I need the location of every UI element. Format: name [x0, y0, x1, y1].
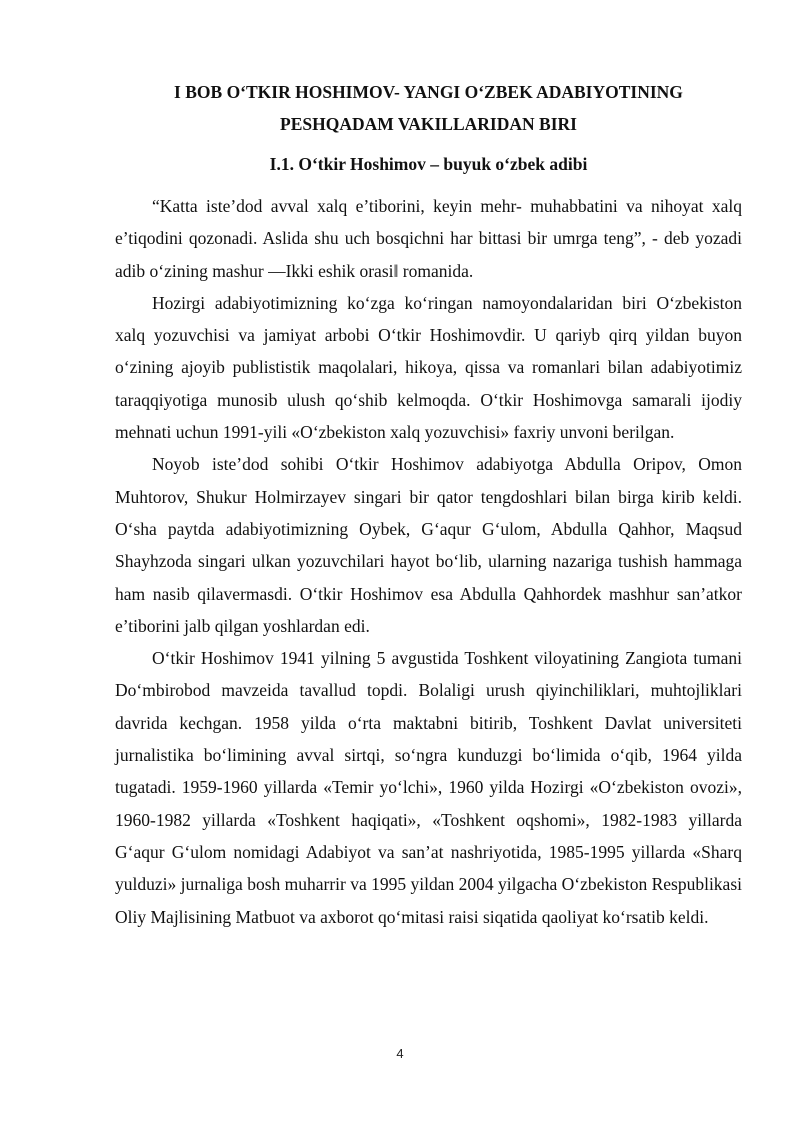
paragraph-2: Hozirgi adabiyotimizning ko‘zga ko‘ringan namoyondalaridan biri O‘zbekiston xalq yozuvchisi va jamiyat arbobi O‘tkir Hoshimovdir. U qariyb qirq yildan buyon o‘zining ajoyib publististik maqolalari, hikoya, qissa va romanlari bilan adabiyotimiz taraqqiyotiga munosib ulush qo‘shib kelmoqda. O‘tkir Hoshimovga samarali ijodiy mehnati uchun 1991-yili «O‘zbekiston xalq yozuvchisi» faxriy unvoni berilgan. — [115, 292, 742, 443]
paragraph-3: Noyob iste’dod sohibi O‘tkir Hoshimov adabiyotga Abdulla Oripov, Omon Muhtorov, Shukur Holmirzayev singari bir qator tengdoshlari bilan birga kirib keldi. O‘sha paytda adabiyotimizning Oybek, G‘aqur G‘ulom, Abdulla Qahhor, Maqsud Shayhzoda singari ulkan yozuvchilari hayot bo‘lib, ularning nazariga tushish hammaga ham nasib qilavermasdi. O‘tkir Hoshimov esa Abdulla Qahhordek mashhur san’atkor e’tiborini jalb qilgan yoshlardan edi. — [115, 454, 742, 636]
section-title: I.1. O‘tkir Hoshimov – buyuk o‘zbek adibi — [269, 154, 588, 174]
page-number: 4 — [396, 1046, 404, 1061]
paragraph-4: O‘tkir Hoshimov 1941 yilning 5 avgustida Toshkent viloyatining Zangiota tumani Do‘mbirobod mavzeida tavallud topdi. Bolaligi urush qiyinchiliklari, muhtojliklari davrida kechgan. 1958 yilda o‘rta maktabni bitirib, Toshkent Davlat universiteti jurnalistika bo‘limining avval sirtqi, so‘ngra kunduzgi bo‘limida o‘qib, 1964 yilda tugatadi. 1959-1960 yillarda «Temir yo‘lchi», 1960 yilda Hozirgi «O‘zbekiston ovozi», 1960-1982 yillarda «Toshkent haqiqati», «Toshkent oqshomi», 1982-1983 yillarda G‘aqur G‘ulom nomidagi Adabiyot va san’at nashriyotida, 1985-1995 yillarda «Sharq yulduzi» jurnaliga bosh muharrir va 1995 yildan 2004 yilgacha O‘zbekiston Respublikasi Oliy Majlisining Matbuot va axborot qo‘mitasi raisi siqatida qaoliyat ko‘rsatib keldi. — [115, 648, 742, 927]
chapter-title-line-2: PESHQADAM VAKILLARIDAN BIRI — [280, 114, 577, 134]
chapter-title-line-1: I BOB O‘TKIR HOSHIMOV- YANGI O‘ZBEK ADABIYOTINING — [174, 82, 683, 102]
paragraph-1: “Katta iste’dod avval xalq e’tiborini, keyin mehr- muhabbatini va nihoyat xalq e’tiqodini qozonadi. Aslida shu uch bosqichni har bittasi bir umrga teng”, - deb yozadi adib o‘zining mashur ―Ikki eshik orasi‖ romanida. — [115, 196, 742, 281]
